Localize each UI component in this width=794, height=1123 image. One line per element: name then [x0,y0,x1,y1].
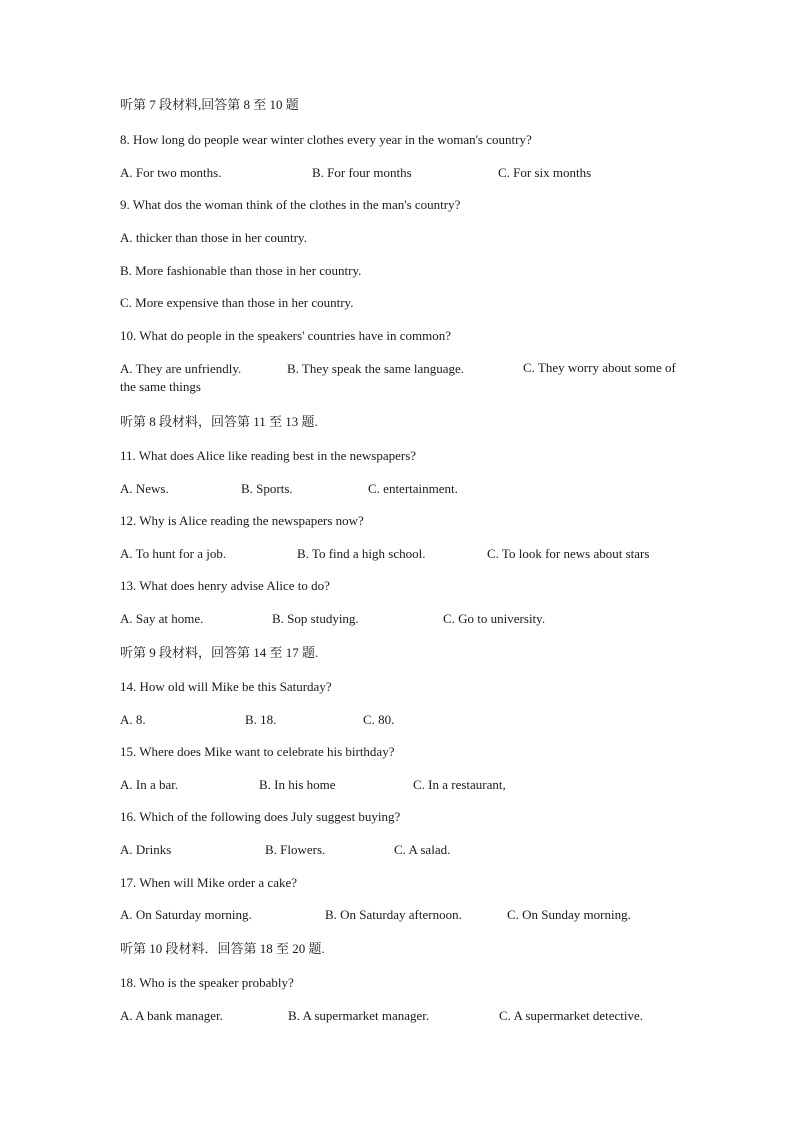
option-a: A. For two months. [120,165,222,180]
question-text: 10. What do people in the speakers' countries have in common? [120,328,451,343]
question-text: 15. Where does Mike want to celebrate his birthday? [120,744,395,759]
option-a: A. News. [120,481,169,496]
option-a: A. thicker than those in her country. [120,230,307,245]
option-b: B. More fashionable than those in her country. [120,263,362,278]
option-b: B. Flowers. [265,842,326,857]
option-c: C. They worry about some of the same things [120,360,676,394]
option-b: B. In his home [259,777,336,792]
question-text: 16. Which of the following does July suggest buying? [120,809,401,824]
option-c-wrapped [120,358,680,396]
question-text: 9. What dos the woman think of the clothes in the man's country? [120,197,461,212]
option-b: B. A supermarket manager. [288,1008,430,1023]
option-a: A. 8. [120,712,146,727]
section-heading: 听第 7 段材料,回答第 8 至 10 题 [120,97,299,112]
section-heading: 听第 8 段材料，回答第 11 至 13 题. [120,414,318,429]
question-text: 12. Why is Alice reading the newspapers now? [120,513,364,528]
option-c: C. In a restaurant, [413,777,506,792]
option-c: C. On Sunday morning. [507,907,631,922]
option-a: A. Say at home. [120,611,204,626]
option-c: C. entertainment. [368,481,458,496]
question-text: 14. How old will Mike be this Saturday? [120,679,332,694]
option-a: A. On Saturday morning. [120,907,252,922]
option-b: B. Sop studying. [272,611,359,626]
option-a: A. A bank manager. [120,1008,223,1023]
option-c: C. More expensive than those in her country. [120,295,354,310]
option-b: B. To find a high school. [297,546,426,561]
option-b: B. Sports. [241,481,293,496]
option-b: B. On Saturday afternoon. [325,907,462,922]
option-a: A. They are unfriendly. [120,361,242,376]
option-a: A. Drinks [120,842,172,857]
question-text: 17. When will Mike order a cake? [120,875,297,890]
option-b: B. For four months [312,165,412,180]
option-c: C. For six months [498,165,592,180]
option-b: B. They speak the same language. [287,361,465,376]
option-b: B. 18. [245,712,277,727]
option-a: A. In a bar. [120,777,179,792]
question-text: 11. What does Alice like reading best in the newspapers? [120,448,417,463]
option-c: C. A salad. [394,842,451,857]
section-heading: 听第 10 段材料．回答第 18 至 20 题. [120,941,325,956]
option-c: C. 80. [363,712,395,727]
option-c: C. Go to university. [443,611,546,626]
question-text: 8. How long do people wear winter clothes every year in the woman's country? [120,132,532,147]
option-c: C. A supermarket detective. [499,1008,644,1023]
question-text: 18. Who is the speaker probably? [120,975,294,990]
section-heading: 听第 9 段材料，回答第 14 至 17 题. [120,645,319,660]
option-a: A. To hunt for a job. [120,546,227,561]
question-text: 13. What does henry advise Alice to do? [120,578,330,593]
option-c: C. To look for news about stars [487,546,650,561]
